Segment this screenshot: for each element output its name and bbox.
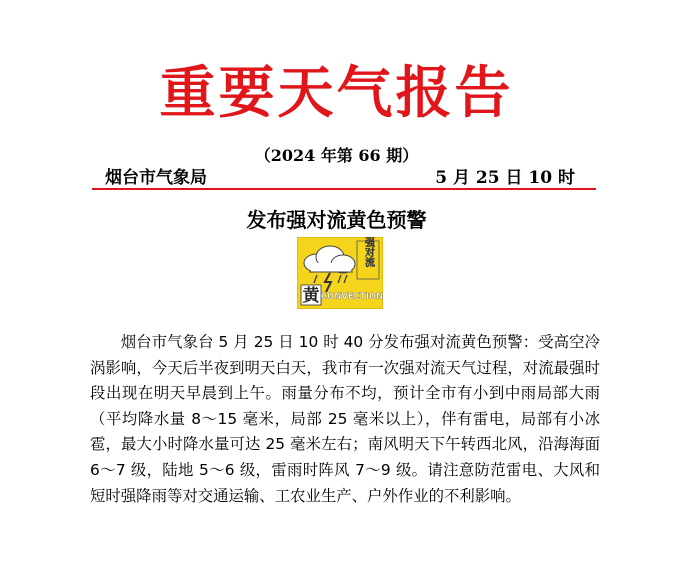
issuing-agency: 烟台市气象局	[105, 168, 207, 188]
issue-number: （2024 年第 66 期）	[254, 146, 419, 165]
signal-level-char: 黄	[302, 286, 320, 306]
report-title: 重要天气报告	[159, 60, 514, 126]
warning-body-paragraph: 烟台市气象台 5 月 25 日 10 时 40 分发布强对流黄色预警：受高空冷涡影响，今天后半夜到明天白天，我市有一次强对流天气过程，对流最强时段出现在明天早晨到上午。雨量分布不均，预计全市有小到中雨局部大雨（平均降水量 8～15 毫米，局部 25 毫米以上），伴有雷电，局部有小冰雹，最大小时降水量可达 25 毫米左右；南风明天下午转西北风，沿海海面 6～7 级，陆地 5～6 级，雷雨时阵风 7～9 级。请注意防范雷电、大风和短时强降雨等对交通运输、工农业生产、户外作业的不利影响。	[90, 333, 600, 505]
header-divider	[92, 188, 596, 190]
signal-type-text: 强对流	[362, 237, 374, 267]
signal-english-text: CONVECTION	[320, 292, 383, 302]
issue-datetime: 5 月 25 日 10 时	[435, 168, 575, 188]
warning-subtitle: 发布强对流黄色预警	[246, 208, 427, 232]
warning-signal	[297, 237, 383, 309]
meta-row	[105, 168, 580, 188]
